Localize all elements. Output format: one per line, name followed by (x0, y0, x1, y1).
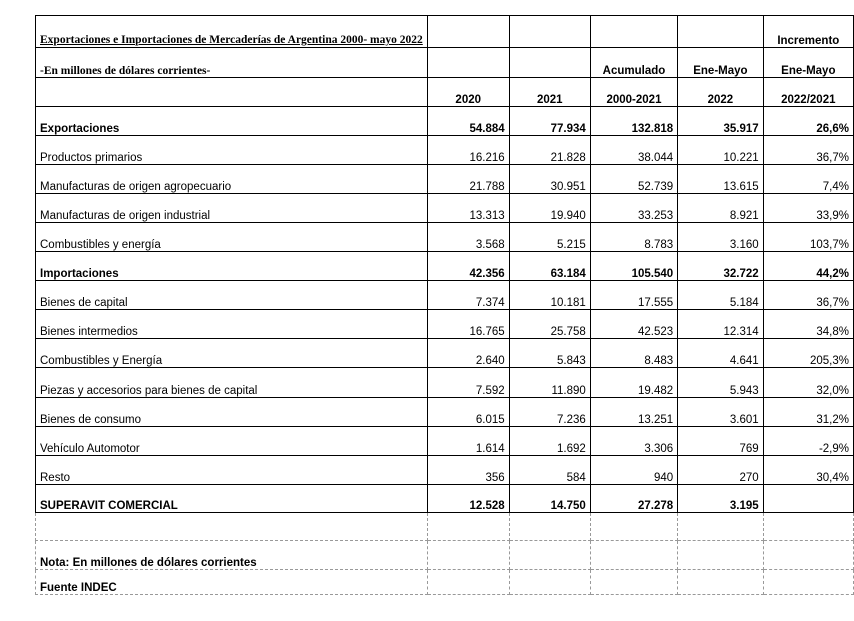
cell-2021: 63.184 (509, 252, 590, 281)
trade-table (35, 15, 854, 595)
cell-2020: 16.216 (427, 136, 509, 165)
table-row (36, 165, 854, 194)
cell-acumulado: 940 (590, 456, 677, 485)
cell-ene-mayo-2022: 12.314 (678, 310, 763, 339)
table-title: Exportaciones e Importaciones de Mercaderías de Argentina 2000- mayo 2022 (36, 16, 428, 48)
cell-acumulado: 33.253 (590, 194, 677, 223)
cell-acumulado: 17.555 (590, 281, 677, 310)
table-source: Fuente INDEC (36, 570, 428, 595)
table-row (36, 456, 854, 485)
table-row-exportaciones (36, 107, 854, 136)
row-label: Combustibles y Energía (36, 339, 428, 368)
row-label: Manufacturas de origen industrial (36, 194, 428, 223)
cell-acumulado: 3.306 (590, 427, 677, 456)
cell-2021: 10.181 (509, 281, 590, 310)
row-label: Importaciones (36, 252, 428, 281)
header-cell (509, 16, 590, 48)
cell-ene-mayo-2022: 270 (678, 456, 763, 485)
header-cell: Ene-Mayo (678, 48, 763, 78)
cell-2020: 7.592 (427, 368, 509, 398)
cell-2020: 42.356 (427, 252, 509, 281)
row-label: Bienes de capital (36, 281, 428, 310)
header-cell: 2021 (509, 78, 590, 107)
cell-incremento: 31,2% (763, 398, 853, 427)
cell-2021: 5.215 (509, 223, 590, 252)
cell-incremento: 33,9% (763, 194, 853, 223)
cell-2021: 7.236 (509, 398, 590, 427)
cell-acumulado: 8.783 (590, 223, 677, 252)
note-row (36, 541, 854, 570)
row-label: SUPERAVIT COMERCIAL (36, 485, 428, 513)
cell-incremento: 26,6% (763, 107, 853, 136)
table-row (36, 427, 854, 456)
cell-2020: 13.313 (427, 194, 509, 223)
cell-2021: 5.843 (509, 339, 590, 368)
row-label: Piezas y accesorios para bienes de capital (36, 368, 428, 398)
cell-2020: 16.765 (427, 310, 509, 339)
cell-incremento: 36,7% (763, 281, 853, 310)
table-row (36, 136, 854, 165)
table-row-importaciones (36, 252, 854, 281)
header-cell: Ene-Mayo (763, 48, 853, 78)
cell-incremento: 34,8% (763, 310, 853, 339)
cell-2020: 7.374 (427, 281, 509, 310)
cell-acumulado: 42.523 (590, 310, 677, 339)
cell-2020: 356 (427, 456, 509, 485)
table-row (36, 310, 854, 339)
table-row (36, 398, 854, 427)
cell-2021: 1.692 (509, 427, 590, 456)
cell-2021: 25.758 (509, 310, 590, 339)
cell-acumulado: 132.818 (590, 107, 677, 136)
header-blank (36, 78, 428, 107)
cell-2020: 6.015 (427, 398, 509, 427)
cell-acumulado: 38.044 (590, 136, 677, 165)
cell-2020: 2.640 (427, 339, 509, 368)
header-row-3 (36, 78, 854, 107)
table-row (36, 281, 854, 310)
cell-incremento: -2,9% (763, 427, 853, 456)
cell-2021: 77.934 (509, 107, 590, 136)
cell-incremento: 30,4% (763, 456, 853, 485)
table-row (36, 368, 854, 398)
table-row (36, 194, 854, 223)
cell-ene-mayo-2022: 13.615 (678, 165, 763, 194)
row-label: Bienes intermedios (36, 310, 428, 339)
cell-acumulado: 19.482 (590, 368, 677, 398)
header-cell (427, 16, 509, 48)
cell-ene-mayo-2022: 8.921 (678, 194, 763, 223)
cell-2021: 21.828 (509, 136, 590, 165)
header-cell: 2000-2021 (590, 78, 677, 107)
cell-ene-mayo-2022: 769 (678, 427, 763, 456)
cell-incremento: 205,3% (763, 339, 853, 368)
row-label: Combustibles y energía (36, 223, 428, 252)
cell-incremento (763, 485, 853, 513)
cell-ene-mayo-2022: 5.943 (678, 368, 763, 398)
cell-incremento: 44,2% (763, 252, 853, 281)
cell-acumulado: 105.540 (590, 252, 677, 281)
cell-2021: 584 (509, 456, 590, 485)
cell-ene-mayo-2022: 5.184 (678, 281, 763, 310)
cell-ene-mayo-2022: 35.917 (678, 107, 763, 136)
cell-ene-mayo-2022: 3.195 (678, 485, 763, 513)
cell-2020: 54.884 (427, 107, 509, 136)
header-cell (678, 16, 763, 48)
header-cell (590, 16, 677, 48)
table-row-superavit (36, 485, 854, 513)
blank-row (36, 513, 854, 541)
cell-2020: 12.528 (427, 485, 509, 513)
table-row (36, 339, 854, 368)
header-row-1 (36, 16, 854, 48)
source-row (36, 570, 854, 595)
cell-2021: 11.890 (509, 368, 590, 398)
cell-incremento: 103,7% (763, 223, 853, 252)
cell-2021: 19.940 (509, 194, 590, 223)
cell-acumulado: 27.278 (590, 485, 677, 513)
cell-2021: 30.951 (509, 165, 590, 194)
table-subtitle: -En millones de dólares corrientes- (36, 48, 428, 78)
row-label: Exportaciones (36, 107, 428, 136)
cell-acumulado: 52.739 (590, 165, 677, 194)
header-row-2 (36, 48, 854, 78)
cell-incremento: 32,0% (763, 368, 853, 398)
row-label: Productos primarios (36, 136, 428, 165)
cell-2021: 14.750 (509, 485, 590, 513)
row-label: Resto (36, 456, 428, 485)
header-cell: 2022/2021 (763, 78, 853, 107)
cell-incremento: 36,7% (763, 136, 853, 165)
row-label: Bienes de consumo (36, 398, 428, 427)
cell-acumulado: 8.483 (590, 339, 677, 368)
cell-ene-mayo-2022: 3.601 (678, 398, 763, 427)
cell-incremento: 7,4% (763, 165, 853, 194)
table-note: Nota: En millones de dólares corrientes (36, 541, 428, 570)
header-cell: 2020 (427, 78, 509, 107)
cell-ene-mayo-2022: 32.722 (678, 252, 763, 281)
table-row (36, 223, 854, 252)
row-label: Manufacturas de origen agropecuario (36, 165, 428, 194)
header-cell (509, 48, 590, 78)
header-cell: Incremento (763, 16, 853, 48)
cell-2020: 21.788 (427, 165, 509, 194)
row-label: Vehículo Automotor (36, 427, 428, 456)
cell-2020: 3.568 (427, 223, 509, 252)
cell-ene-mayo-2022: 10.221 (678, 136, 763, 165)
header-cell: Acumulado (590, 48, 677, 78)
cell-2020: 1.614 (427, 427, 509, 456)
header-cell (427, 48, 509, 78)
cell-acumulado: 13.251 (590, 398, 677, 427)
header-cell: 2022 (678, 78, 763, 107)
cell-ene-mayo-2022: 4.641 (678, 339, 763, 368)
cell-ene-mayo-2022: 3.160 (678, 223, 763, 252)
